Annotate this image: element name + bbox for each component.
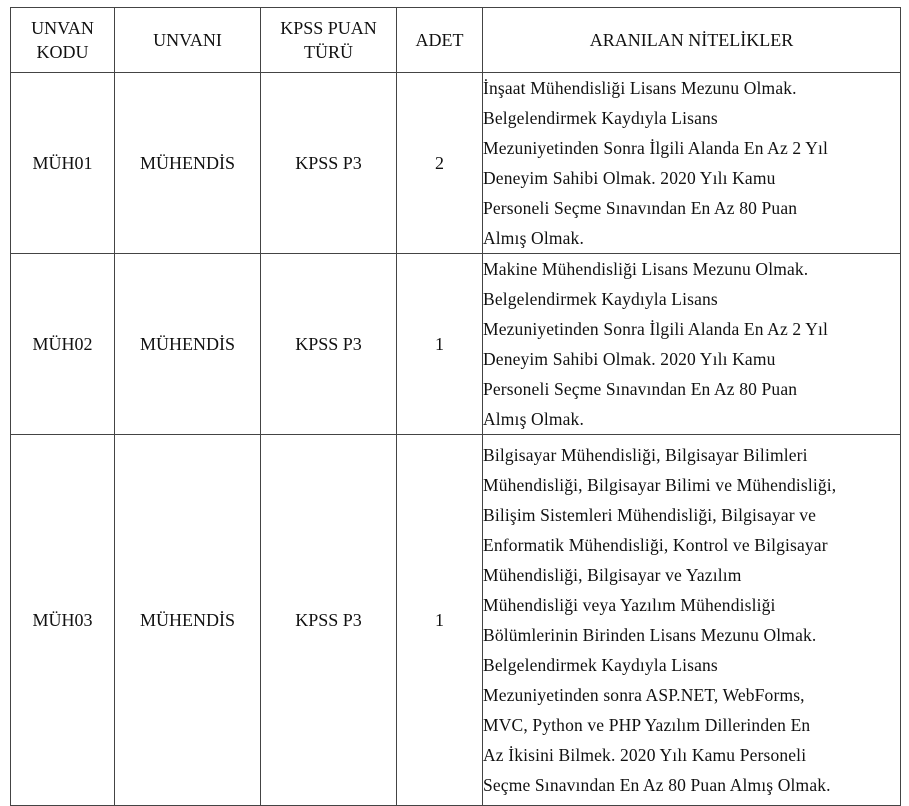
header-aranilan-nitelikler: ARANILAN NİTELİKLER bbox=[483, 8, 901, 73]
nitelik-line: Belgelendirmek Kaydıyla Lisans bbox=[483, 108, 718, 128]
nitelik-line: Almış Olmak. bbox=[483, 228, 584, 248]
cell-unvan: MÜHENDİS bbox=[115, 254, 261, 435]
nitelik-line: Bölümlerinin Birinden Lisans Mezunu Olmak. bbox=[483, 625, 817, 645]
table-header-row bbox=[11, 8, 901, 73]
cell-nitelikler bbox=[483, 73, 901, 254]
cell-adet: 1 bbox=[397, 254, 483, 435]
header-unvan-kodu: UNVAN KODU bbox=[11, 8, 115, 73]
nitelik-line: Seçme Sınavından En Az 80 Puan Almış Olmak. bbox=[483, 775, 831, 795]
nitelik-line: Enformatik Mühendisliği, Kontrol ve Bilgisayar bbox=[483, 535, 828, 555]
nitelik-line: Mezuniyetinden Sonra İlgili Alanda En Az 2 Yıl bbox=[483, 138, 829, 158]
header-adet: ADET bbox=[397, 8, 483, 73]
cell-nitelikler bbox=[483, 435, 901, 806]
nitelik-line: Az İkisini Bilmek. 2020 Yılı Kamu Personeli bbox=[483, 745, 807, 765]
nitelik-line: Personeli Seçme Sınavından En Az 80 Puan bbox=[483, 198, 798, 218]
table-row bbox=[11, 435, 901, 806]
job-requirements-table bbox=[10, 7, 901, 806]
cell-puan-turu: KPSS P3 bbox=[261, 435, 397, 806]
nitelik-line: Almış Olmak. bbox=[483, 409, 584, 429]
cell-kod: MÜH02 bbox=[11, 254, 115, 435]
nitelik-line: Personeli Seçme Sınavından En Az 80 Puan bbox=[483, 379, 798, 399]
nitelik-line: Belgelendirmek Kaydıyla Lisans bbox=[483, 289, 718, 309]
nitelik-line: Mühendisliği, Bilgisayar Bilimi ve Mühendisliği, bbox=[483, 475, 837, 495]
header-kpss-puan-turu: KPSS PUAN TÜRÜ bbox=[261, 8, 397, 73]
cell-unvan: MÜHENDİS bbox=[115, 435, 261, 806]
cell-kod: MÜH03 bbox=[11, 435, 115, 806]
header-unvani: UNVANI bbox=[115, 8, 261, 73]
nitelik-line: Mühendisliği veya Yazılım Mühendisliği bbox=[483, 595, 776, 615]
table-row bbox=[11, 73, 901, 254]
cell-adet: 2 bbox=[397, 73, 483, 254]
table-row bbox=[11, 254, 901, 435]
nitelik-line: Belgelendirmek Kaydıyla Lisans bbox=[483, 655, 718, 675]
nitelik-line: Mezuniyetinden sonra ASP.NET, WebForms, bbox=[483, 685, 805, 705]
nitelik-line: Bilişim Sistemleri Mühendisliği, Bilgisayar ve bbox=[483, 505, 817, 525]
nitelik-line: Bilgisayar Mühendisliği, Bilgisayar Bilimleri bbox=[483, 445, 808, 465]
cell-unvan: MÜHENDİS bbox=[115, 73, 261, 254]
cell-nitelikler bbox=[483, 254, 901, 435]
cell-kod: MÜH01 bbox=[11, 73, 115, 254]
nitelik-line: Mühendisliği, Bilgisayar ve Yazılım bbox=[483, 565, 742, 585]
cell-puan-turu: KPSS P3 bbox=[261, 254, 397, 435]
nitelik-line: Makine Mühendisliği Lisans Mezunu Olmak. bbox=[483, 259, 809, 279]
nitelik-line: Deneyim Sahibi Olmak. 2020 Yılı Kamu bbox=[483, 168, 776, 188]
cell-puan-turu: KPSS P3 bbox=[261, 73, 397, 254]
nitelik-line: MVC, Python ve PHP Yazılım Dillerinden En bbox=[483, 715, 811, 735]
nitelik-line: Deneyim Sahibi Olmak. 2020 Yılı Kamu bbox=[483, 349, 776, 369]
nitelik-line: Mezuniyetinden Sonra İlgili Alanda En Az 2 Yıl bbox=[483, 319, 829, 339]
nitelik-line: İnşaat Mühendisliği Lisans Mezunu Olmak. bbox=[483, 78, 797, 98]
cell-adet: 1 bbox=[397, 435, 483, 806]
